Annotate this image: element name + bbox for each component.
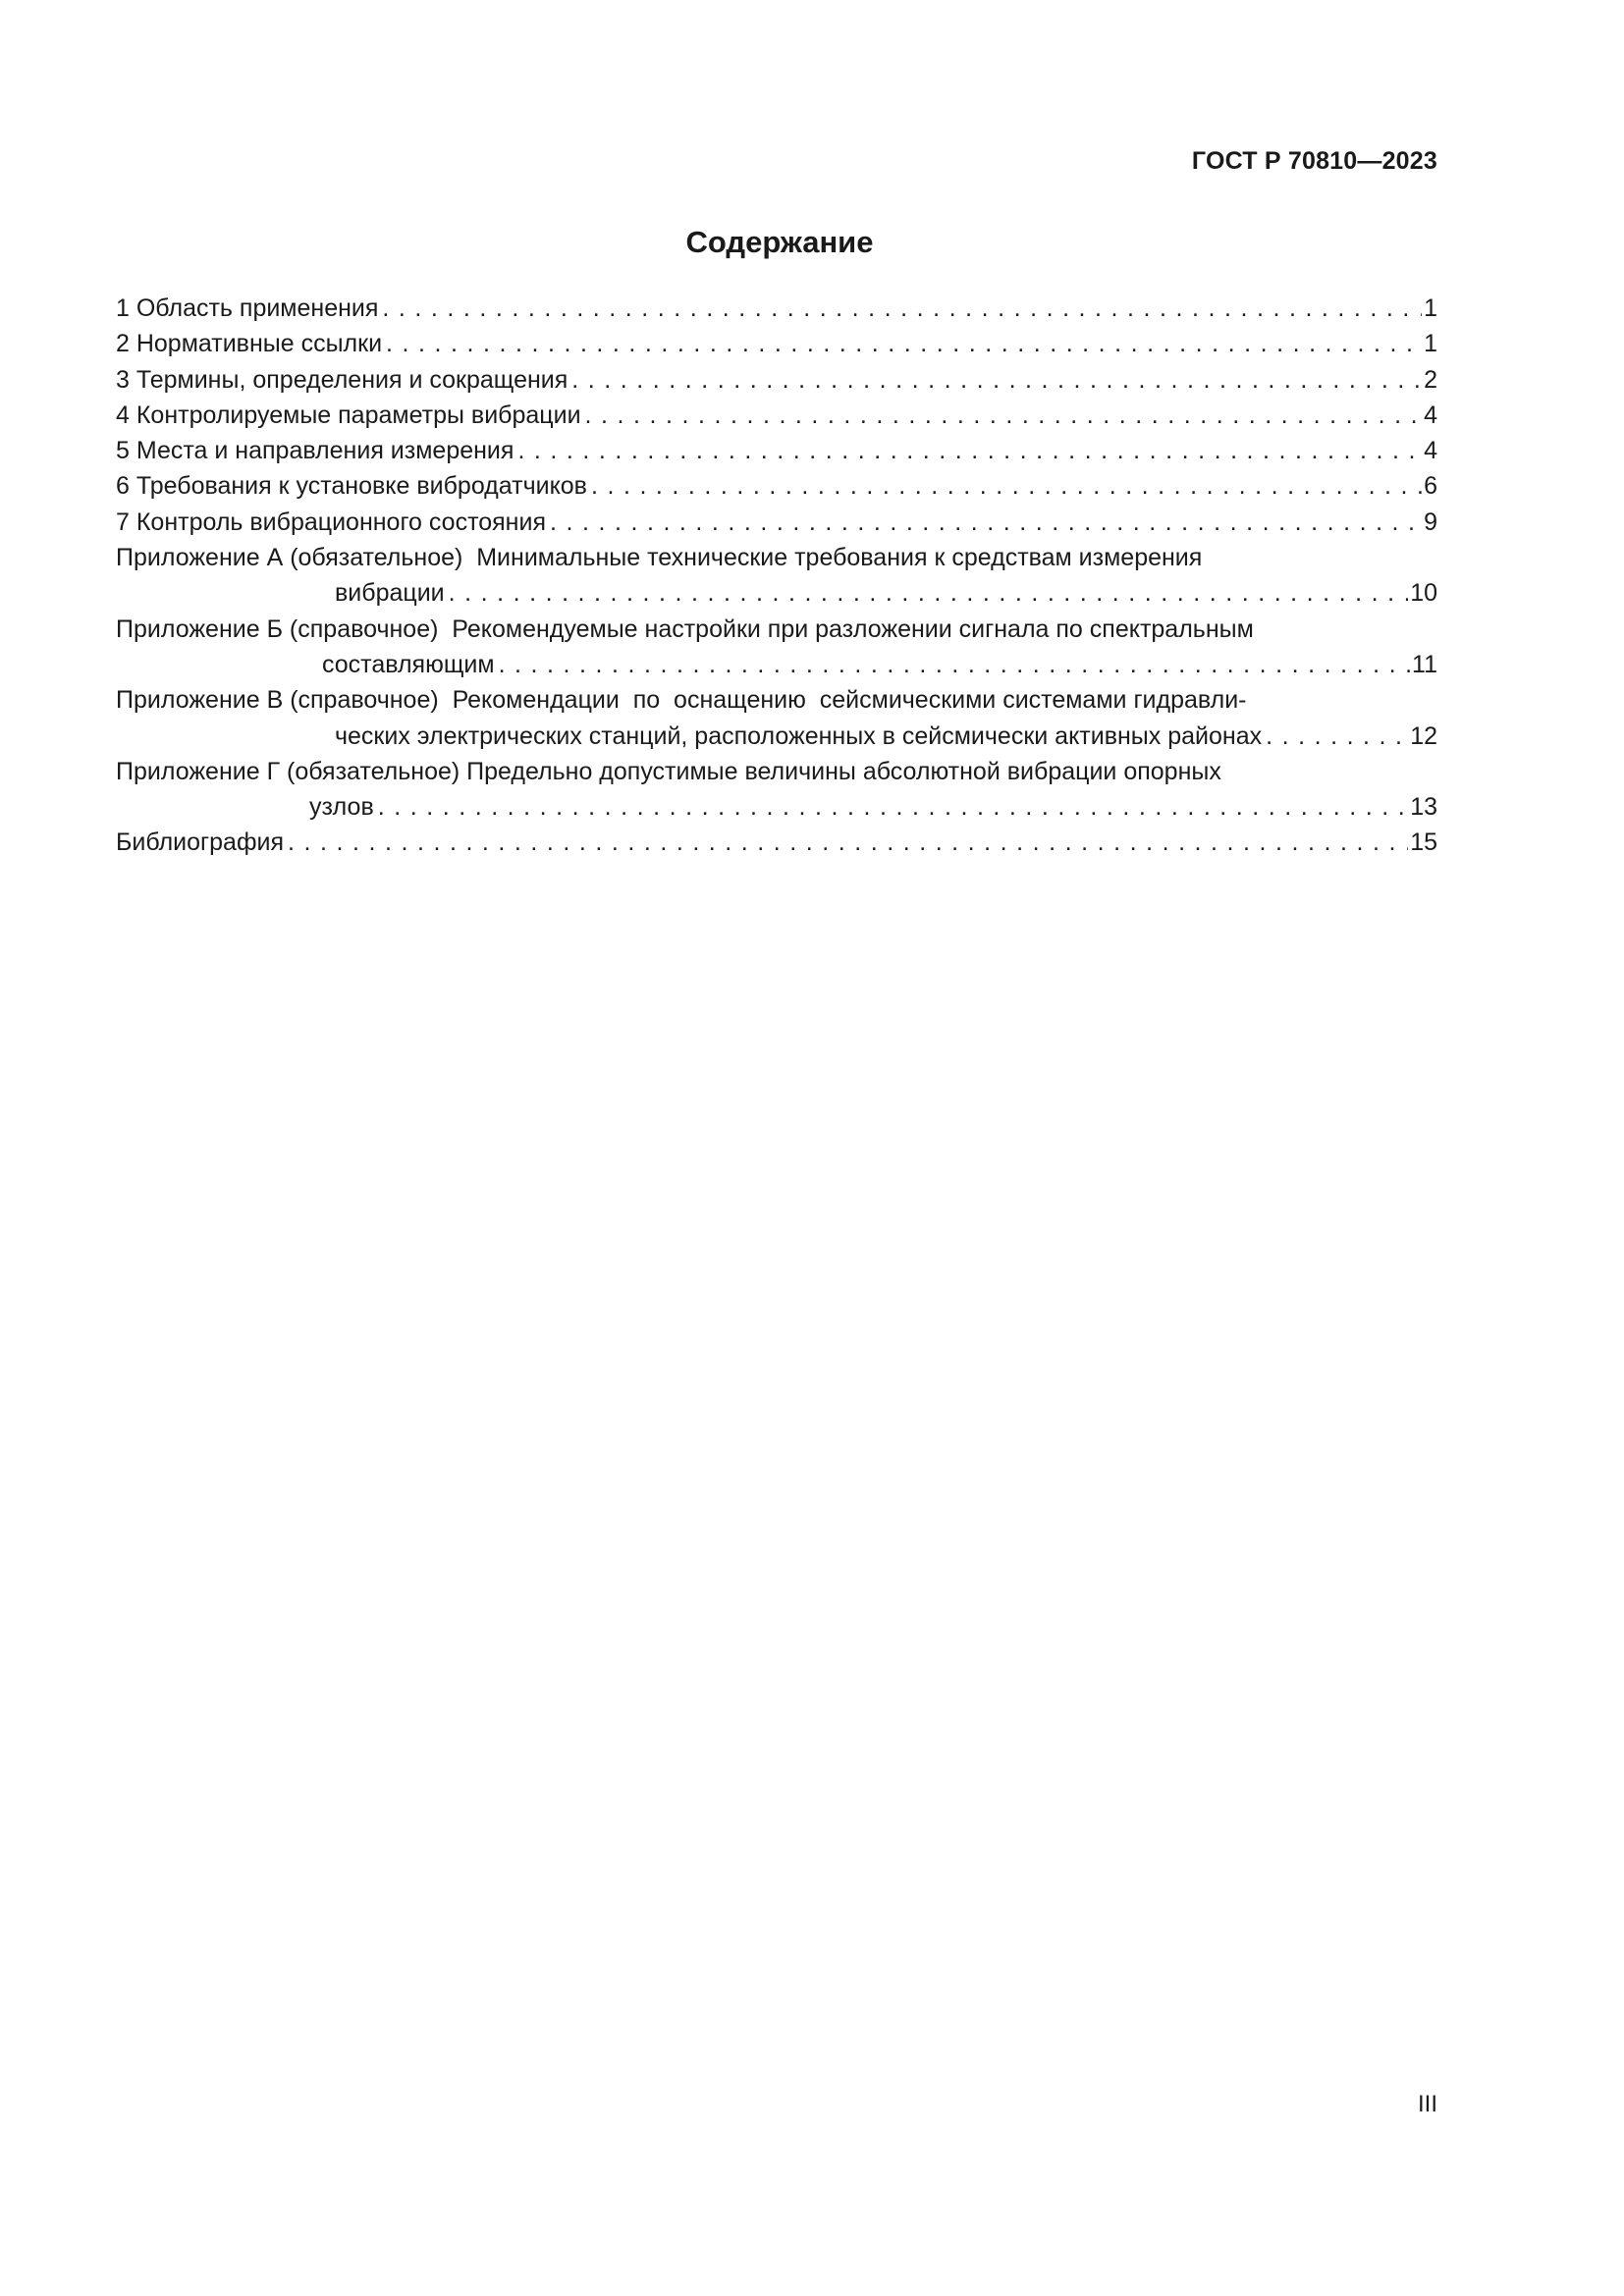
dot-leader <box>591 468 1422 504</box>
toc-item-5[interactable] <box>116 433 1437 468</box>
toc-item-label: 1 Область применения <box>116 291 382 326</box>
toc-item-label: 7 Контроль вибрационного состояния <box>116 505 550 540</box>
dot-leader <box>517 433 1422 468</box>
toc-item-1[interactable] <box>116 291 1437 326</box>
toc-item-page: 6 <box>1424 472 1437 501</box>
dot-leader <box>571 362 1422 398</box>
toc-item-page: 9 <box>1424 507 1437 536</box>
toc-bibliography-label: Библиография <box>116 825 288 860</box>
toc-appendix-a-line1: Приложение А (обязательное) Минимальные технические требования к средствам измерения <box>116 544 1203 572</box>
toc-bibliography-page: 15 <box>1410 828 1437 857</box>
toc-item-7[interactable] <box>116 505 1437 540</box>
toc-appendix-g-line1: Приложение Г (обязательное) Предельно допустимые величины абсолютной вибрации опорных <box>116 757 1221 785</box>
toc-appendix-v-continuation[interactable] <box>116 719 1437 754</box>
toc-item-label: 5 Места и направления измерения <box>116 433 517 468</box>
toc-item-4[interactable] <box>116 398 1437 433</box>
toc-appendix-g-heading[interactable] <box>116 754 1437 789</box>
toc-appendix-g-page: 13 <box>1410 793 1437 822</box>
toc-item-page: 4 <box>1424 437 1437 465</box>
dot-leader <box>378 789 1408 825</box>
page-number: III <box>1417 2091 1437 2117</box>
toc-appendix-b-line2: составляющим <box>322 647 499 682</box>
toc-appendix-b-page: 11 <box>1412 650 1437 678</box>
toc-item-label: 6 Требования к установке вибродатчиков <box>116 468 591 504</box>
dot-leader <box>550 505 1422 540</box>
toc-appendix-a-continuation[interactable] <box>116 575 1437 611</box>
toc-appendix-b-continuation[interactable] <box>116 647 1437 682</box>
page-title: Содержание <box>685 225 874 259</box>
table-of-contents <box>116 291 1437 861</box>
dot-leader <box>386 326 1422 361</box>
dot-leader <box>288 825 1408 860</box>
dot-leader <box>449 575 1409 611</box>
toc-appendix-g-line2: узлов <box>309 789 378 825</box>
toc-appendix-b-heading[interactable] <box>116 612 1437 647</box>
toc-item-6[interactable] <box>116 468 1437 504</box>
toc-appendix-v-heading[interactable] <box>116 682 1437 718</box>
dot-leader <box>1266 719 1408 754</box>
toc-appendix-v-line1: Приложение В (справочное) Рекомендации по оснащению сейсмическими системами гидравли- <box>116 686 1247 715</box>
toc-item-2[interactable] <box>116 326 1437 361</box>
toc-item-label: 4 Контролируемые параметры вибрации <box>116 398 585 433</box>
toc-appendix-a-page: 10 <box>1410 579 1437 608</box>
toc-appendix-g-continuation[interactable] <box>116 789 1437 825</box>
toc-appendix-b-line1: Приложение Б (справочное) Рекомендуемые настройки при разложении сигнала по спектральным <box>116 614 1254 643</box>
toc-item-label: 2 Нормативные ссылки <box>116 326 386 361</box>
toc-appendix-v-page: 12 <box>1410 721 1437 750</box>
toc-item-page: 2 <box>1424 365 1437 394</box>
document-id: ГОСТ Р 70810—2023 <box>1191 147 1437 175</box>
toc-item-3[interactable] <box>116 362 1437 398</box>
toc-item-page: 1 <box>1424 330 1437 358</box>
toc-item-page: 4 <box>1424 400 1437 429</box>
toc-appendix-a-line2: вибрации <box>335 575 449 611</box>
toc-appendix-a-heading[interactable] <box>116 540 1437 575</box>
toc-item-page: 1 <box>1424 294 1437 322</box>
toc-appendix-v-line2: ческих электрических станций, расположенных в сейсмически активных районах <box>335 719 1266 754</box>
toc-item-label: 3 Термины, определения и сокращения <box>116 362 571 398</box>
toc-bibliography[interactable] <box>116 825 1437 860</box>
dot-leader <box>382 291 1422 326</box>
dot-leader <box>585 398 1423 433</box>
dot-leader <box>499 647 1410 682</box>
